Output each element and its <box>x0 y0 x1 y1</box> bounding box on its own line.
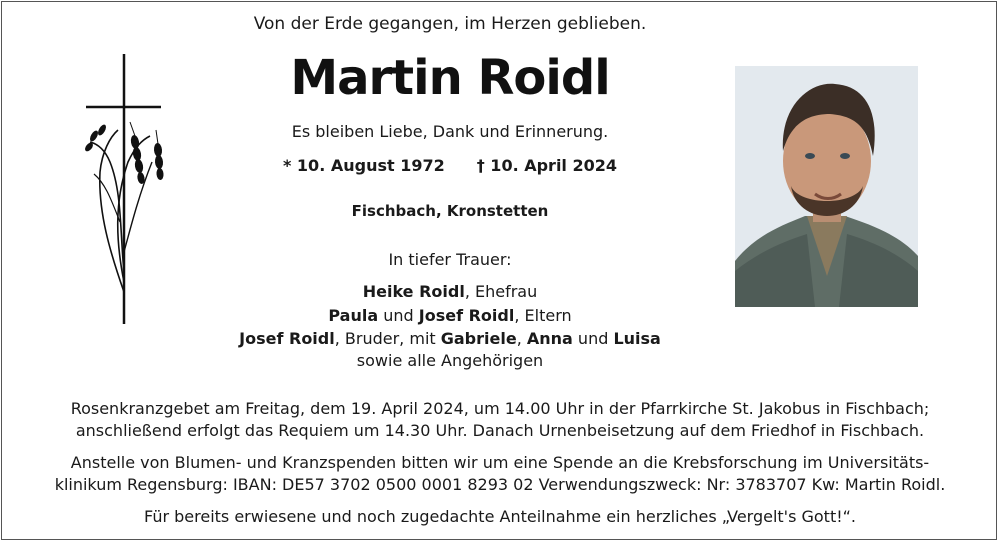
mourner-name: Josef Roidl <box>239 329 335 348</box>
grief-intro: In tiefer Trauer: <box>388 250 512 269</box>
closing-thanks: Für bereits erwiesene und noch zugedachte Anteilnahme ein herzliches „Vergelt's Gott!“. <box>143 507 857 526</box>
portrait-illustration <box>735 66 918 307</box>
mourner-line <box>150 329 750 348</box>
subline: Es bleiben Liebe, Dank und Erinnerung. <box>291 122 609 141</box>
donation-info-line: klinikum Regensburg: IBAN: DE57 3702 0500 0001 8293 02 Verwendungszweck: Nr: 3783707 Kw: Martin Roidl. <box>54 475 946 494</box>
mourner-name: Gabriele <box>440 329 517 348</box>
mourner-line <box>150 282 750 301</box>
mourner-relation: , Bruder, mit <box>334 329 441 348</box>
donation-info-line: Anstelle von Blumen- und Kranzspenden bitten wir um eine Spende an die Krebsforschung im Universitäts- <box>70 453 930 472</box>
deceased-name: Martin Roidl <box>290 50 610 106</box>
mourner-relation: , Ehefrau <box>464 282 538 301</box>
cross-with-wheat-icon <box>80 52 180 327</box>
motto: Von der Erde gegangen, im Herzen geblieben. <box>253 14 647 34</box>
connector-text: und <box>378 306 419 325</box>
mourner-name: Josef Roidl <box>418 306 515 325</box>
death-date: † 10. April 2024 <box>476 156 618 175</box>
service-info <box>40 398 960 442</box>
donation-info <box>40 452 960 496</box>
mourner-line: sowie alle Angehörigen <box>356 351 544 370</box>
service-info-line: anschließend erfolgt das Requiem um 14.30 Uhr. Danach Urnenbeisetzung auf dem Friedhof in Fischbach. <box>75 421 925 440</box>
connector-text: , <box>516 329 527 348</box>
life-dates <box>200 156 700 175</box>
mourner-name: Anna <box>526 329 573 348</box>
mourner-line <box>150 306 750 325</box>
mourner-name: Luisa <box>613 329 661 348</box>
mourner-name: Paula <box>328 306 379 325</box>
mourner-name: Heike Roidl <box>362 282 465 301</box>
birth-date: * 10. August 1972 <box>282 156 445 175</box>
mourner-relation: , Eltern <box>514 306 572 325</box>
service-info-line: Rosenkranzgebet am Freitag, dem 19. April 2024, um 14.00 Uhr in der Pfarrkirche St. Jakobus in Fischbach; <box>70 399 930 418</box>
places: Fischbach, Kronstetten <box>351 202 549 220</box>
connector-text: und <box>572 329 614 348</box>
portrait-photo <box>735 66 918 307</box>
